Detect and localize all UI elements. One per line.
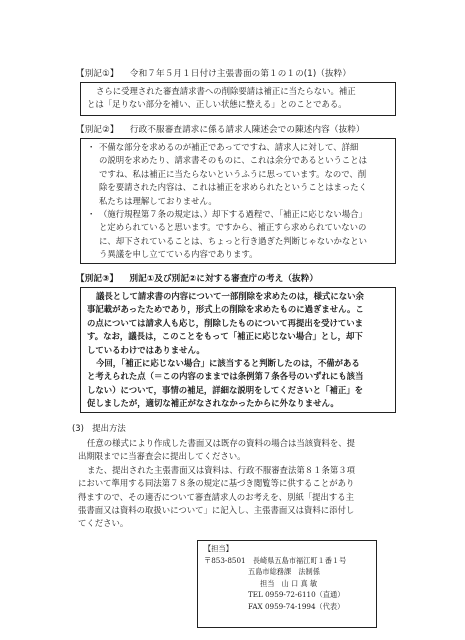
section3-title: 別記①及び別記②に対する審査庁の考え（抜粋） [129,274,319,284]
section3-line: 議長として請求書の内容について一部削除を求めたのは，様式にない余 [96,291,364,301]
section3-box [80,287,396,413]
bullet-line: う異議を申し立てている内容であります。 [99,249,258,260]
contact-address: 〒853-8501 長崎県五島市福江町１番１号 [204,555,347,565]
section2-tag: 【別記②】 [76,125,119,135]
section1-heading [76,68,351,80]
bullet-line: 不備な部分を求めるのが補正であってですね、請求人に対して、詳細 [99,142,359,152]
section3-tag: 【別記③】 [76,274,119,284]
section2-title: 行政不服審査請求に係る請求人陳述会での陳述内容（抜粋） [129,125,365,135]
section1-title: 令和７年５月１日付け主張書面の第１の１の(1)（抜粋） [129,69,352,79]
contact-department: 五島市総務課 法制係 [248,567,320,577]
bullet-line: （施行規程第７条の規定は、）却下する過程で、「補正に応じない場合」 [99,209,367,220]
bullet-line: と定められていると思います。ですから、補正すら求められていないの [99,222,367,233]
bullet-mark: ・ [87,142,96,152]
contact-box [197,540,377,628]
submission-line: また、提出された主張書面又は資料は、行政不服審査法第８１条第３項 [87,464,355,475]
section3-line: 促しましたが，適切な補正がなされなかったからに外なりません。 [87,398,339,409]
contact-fax: FAX 0959-74-1994（代表） [248,601,345,611]
bullet-line: に、却下されていることは、ちょっと行き過ぎた判断じゃないかなとい [99,235,367,246]
section3-line: 今回，「補正に応じない場合」に該当すると判断したのは，不備がある [96,358,360,369]
section3-line: しない）について，事情の補足，詳細な説明をしてくださいと「補正」を [87,384,364,395]
bullet-line: の説明を求めたり、請求書そのものに、これは余分であるということは [99,155,367,166]
section1-box [80,82,396,116]
submission-line: 張書面又は資料の取扱いについて」に記入し、主張書面又は資料に添付し [78,505,355,516]
submission-line: てください。 [78,518,129,529]
bullet-line: 除を要請された内容は、これは補正を求められたということはまったく [99,182,367,193]
bullet-line: 私たちは理解しておりません。 [99,195,217,206]
section3-line: 事記載があったためであり，形式上の削除を求めたものに過ぎません。こ [87,304,364,315]
bullet-mark: ・ [87,209,96,220]
section2-bullet [87,208,389,262]
section3-line: の点については請求人も応じ，削除したものについて再提出を受けていま [87,317,364,328]
contact-label: 【担当】 [204,544,233,553]
submission-line: 任意の様式により作成した書面又は既存の資料の場合は当該資料を、提 [87,438,355,448]
submission-line: 出期限までに当審査会に提出してください。 [78,451,246,462]
section2-heading [76,124,365,136]
contact-tel: TEL 0959-72-6110（直通） [248,590,345,600]
submission-line: 得ますので、その適否について審査請求人のお考えを、別紙「提出する主 [78,491,355,502]
section3-line: しているわけではありません。 [87,344,205,355]
submission-line: において準用する同法第７８条の規定に基づき閲覧等に供することがあり [78,478,355,489]
section1-tag: 【別記①】 [76,69,119,79]
section1-line: とは「足りない部分を補い、正しい状態に整える」とのことである。 [87,99,347,110]
submission-body [78,437,398,531]
section3-heading [76,273,318,285]
section2-bullet [87,141,389,208]
section2-box [80,138,396,264]
bullet-line: ですね、私は補正に当たらないというふうに思っています。なので、削 [99,168,367,179]
section3-line: す。なお，議長は，このことをもって「補正に応じない場合」とし，却下 [87,331,363,342]
section3-line: と考えられた点（＝この内容のままでは条例第７条各号のいずれにも該当 [87,371,364,382]
submission-heading: (3) 提出方法 [72,423,126,433]
contact-person: 担当 山 口 真 敏 [260,578,318,588]
section1-line: さらに受理された審査請求書への削除要請は補正に当たらない。補正 [96,86,356,96]
